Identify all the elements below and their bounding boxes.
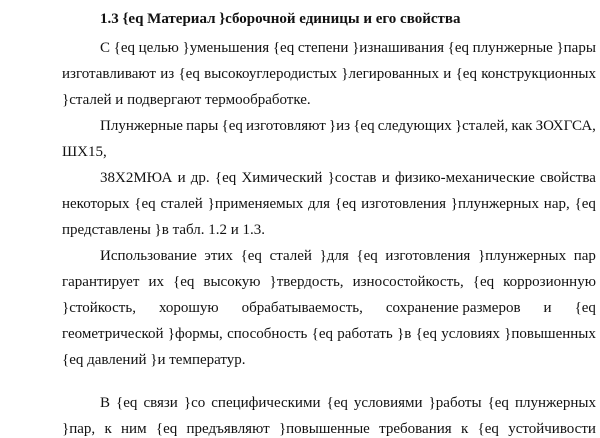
- word: }пар,: [62, 421, 96, 437]
- word: }повышенных: [504, 326, 596, 342]
- word: }пары: [556, 40, 596, 56]
- word: высокоуглеродистых: [204, 66, 337, 82]
- word: плунжерные: [472, 40, 553, 56]
- word: и: [177, 170, 186, 186]
- word: {eq: [134, 196, 156, 212]
- word: }уменьшения: [182, 40, 270, 56]
- paragraph-3-line-2: [62, 195, 596, 213]
- word: следующих: [377, 118, 452, 134]
- word: {eq: [487, 395, 509, 411]
- word: к: [104, 421, 112, 437]
- word: {eq: [334, 196, 357, 212]
- word: условиях: [441, 326, 500, 342]
- word: {eq: [477, 421, 499, 437]
- paragraph-1-line-1: [100, 39, 596, 57]
- word: {eq: [116, 395, 138, 411]
- paragraph-4-line-4: [62, 325, 596, 343]
- word: {eq: [356, 248, 378, 264]
- paragraph-5-line-1: [100, 394, 596, 412]
- word: Химический: [241, 170, 323, 186]
- paragraph-5-line-2: [62, 420, 596, 438]
- word: }сталей,: [454, 118, 509, 134]
- word: этих: [204, 248, 233, 264]
- word: }для: [319, 248, 349, 264]
- word: {eq: [221, 118, 243, 134]
- word: др.: [190, 170, 210, 186]
- word: {eq: [574, 300, 596, 316]
- word: сталей: [160, 196, 203, 212]
- word: работать: [337, 326, 393, 342]
- word: }повышенные: [278, 421, 370, 437]
- section-heading: 1.3 {eq Материал }сборочной единицы и его свойства: [100, 11, 461, 27]
- word: гарантирует: [62, 274, 140, 290]
- word: {eq: [272, 40, 295, 56]
- word: нар,: [543, 196, 570, 212]
- word: }формы,: [167, 326, 223, 342]
- word: условиями: [353, 395, 423, 411]
- word: Плунжерные: [100, 118, 183, 134]
- word: как: [511, 118, 533, 134]
- word: {eq: [113, 40, 136, 56]
- word: }плунжерных: [450, 196, 539, 212]
- word: изготовления: [385, 248, 471, 264]
- word: С: [100, 40, 111, 56]
- word: }состав: [327, 170, 377, 186]
- paragraph-4-line-2: [62, 273, 596, 291]
- word: их: [148, 274, 164, 290]
- word: {eq: [415, 326, 437, 342]
- word: {eq: [311, 326, 334, 342]
- word: }из: [328, 118, 351, 134]
- word: к: [460, 421, 469, 437]
- word: высокую: [203, 274, 261, 290]
- word: {eq: [455, 66, 477, 82]
- word: }работы: [428, 395, 482, 411]
- word: изготовляют: [246, 118, 326, 134]
- word: целью: [138, 40, 179, 56]
- word: свойства: [540, 170, 596, 186]
- word: ЗОХГСА,: [535, 118, 596, 134]
- word: способность: [227, 326, 308, 342]
- word: {eq: [574, 196, 596, 212]
- word: и: [543, 300, 552, 316]
- word: для: [308, 196, 331, 212]
- word: устойчивости: [508, 421, 596, 437]
- word: износостойкость,: [352, 274, 464, 290]
- word: и: [443, 66, 452, 82]
- word: изготавливают: [62, 66, 156, 82]
- word: {eq: [240, 248, 262, 264]
- word: требования: [379, 421, 452, 437]
- word: {eq: [214, 170, 237, 186]
- word: предъявляют: [186, 421, 270, 437]
- word: пары: [186, 118, 219, 134]
- word: {eq: [472, 274, 495, 290]
- word: {eq: [155, 421, 178, 437]
- word: {eq: [447, 40, 470, 56]
- word: коррозионную: [503, 274, 596, 290]
- word: конструкционных: [481, 66, 596, 82]
- paragraph-4-line-1: [100, 247, 596, 265]
- word: из: [160, 66, 175, 82]
- paragraph-4-line-3: [62, 299, 596, 317]
- word: {eq: [178, 66, 200, 82]
- word: }твердость,: [269, 274, 344, 290]
- word: }легированных: [341, 66, 439, 82]
- word: пар: [573, 248, 596, 264]
- word: ним: [121, 421, 147, 437]
- word: }применяемых: [207, 196, 304, 212]
- paragraph-4-line-5: {eq давлений }и температур.: [62, 352, 246, 368]
- word: степени: [297, 40, 349, 56]
- word: плунжерных: [514, 395, 596, 411]
- word: сохранение размеров: [385, 300, 521, 316]
- word: геометрической: [62, 326, 164, 342]
- word: }изнашивания: [352, 40, 445, 56]
- word: В: [100, 395, 111, 411]
- paragraph-3-line-3: представлены }в табл. 1.2 и 1.3.: [62, 222, 266, 238]
- paragraph-2-line-1: [100, 117, 596, 135]
- word: физико-механические: [394, 170, 535, 186]
- word: }стойкость,: [62, 300, 136, 316]
- word: 38Х2МЮА: [100, 170, 173, 186]
- paragraph-1-line-3: }сталей и подвергают термообработке.: [62, 92, 311, 108]
- word: хорошую: [158, 300, 219, 316]
- word: {eq: [326, 395, 348, 411]
- paragraph-1-line-2: [62, 65, 596, 83]
- word: }в: [397, 326, 412, 342]
- word: некоторых: [62, 196, 130, 212]
- word: }плунжерных: [477, 248, 567, 264]
- word: и: [381, 170, 390, 186]
- word: изготовления: [361, 196, 446, 212]
- paragraph-2-line-2: ШХ15,: [62, 144, 107, 160]
- word: Использование: [100, 248, 197, 264]
- word: {eq: [353, 118, 375, 134]
- word: сталей: [269, 248, 312, 264]
- word: связи: [143, 395, 178, 411]
- word: {eq: [173, 274, 195, 290]
- paragraph-3-line-1: [100, 169, 596, 187]
- word: }со: [183, 395, 206, 411]
- word: специфическими: [211, 395, 321, 411]
- word: обрабатываемость,: [241, 300, 363, 316]
